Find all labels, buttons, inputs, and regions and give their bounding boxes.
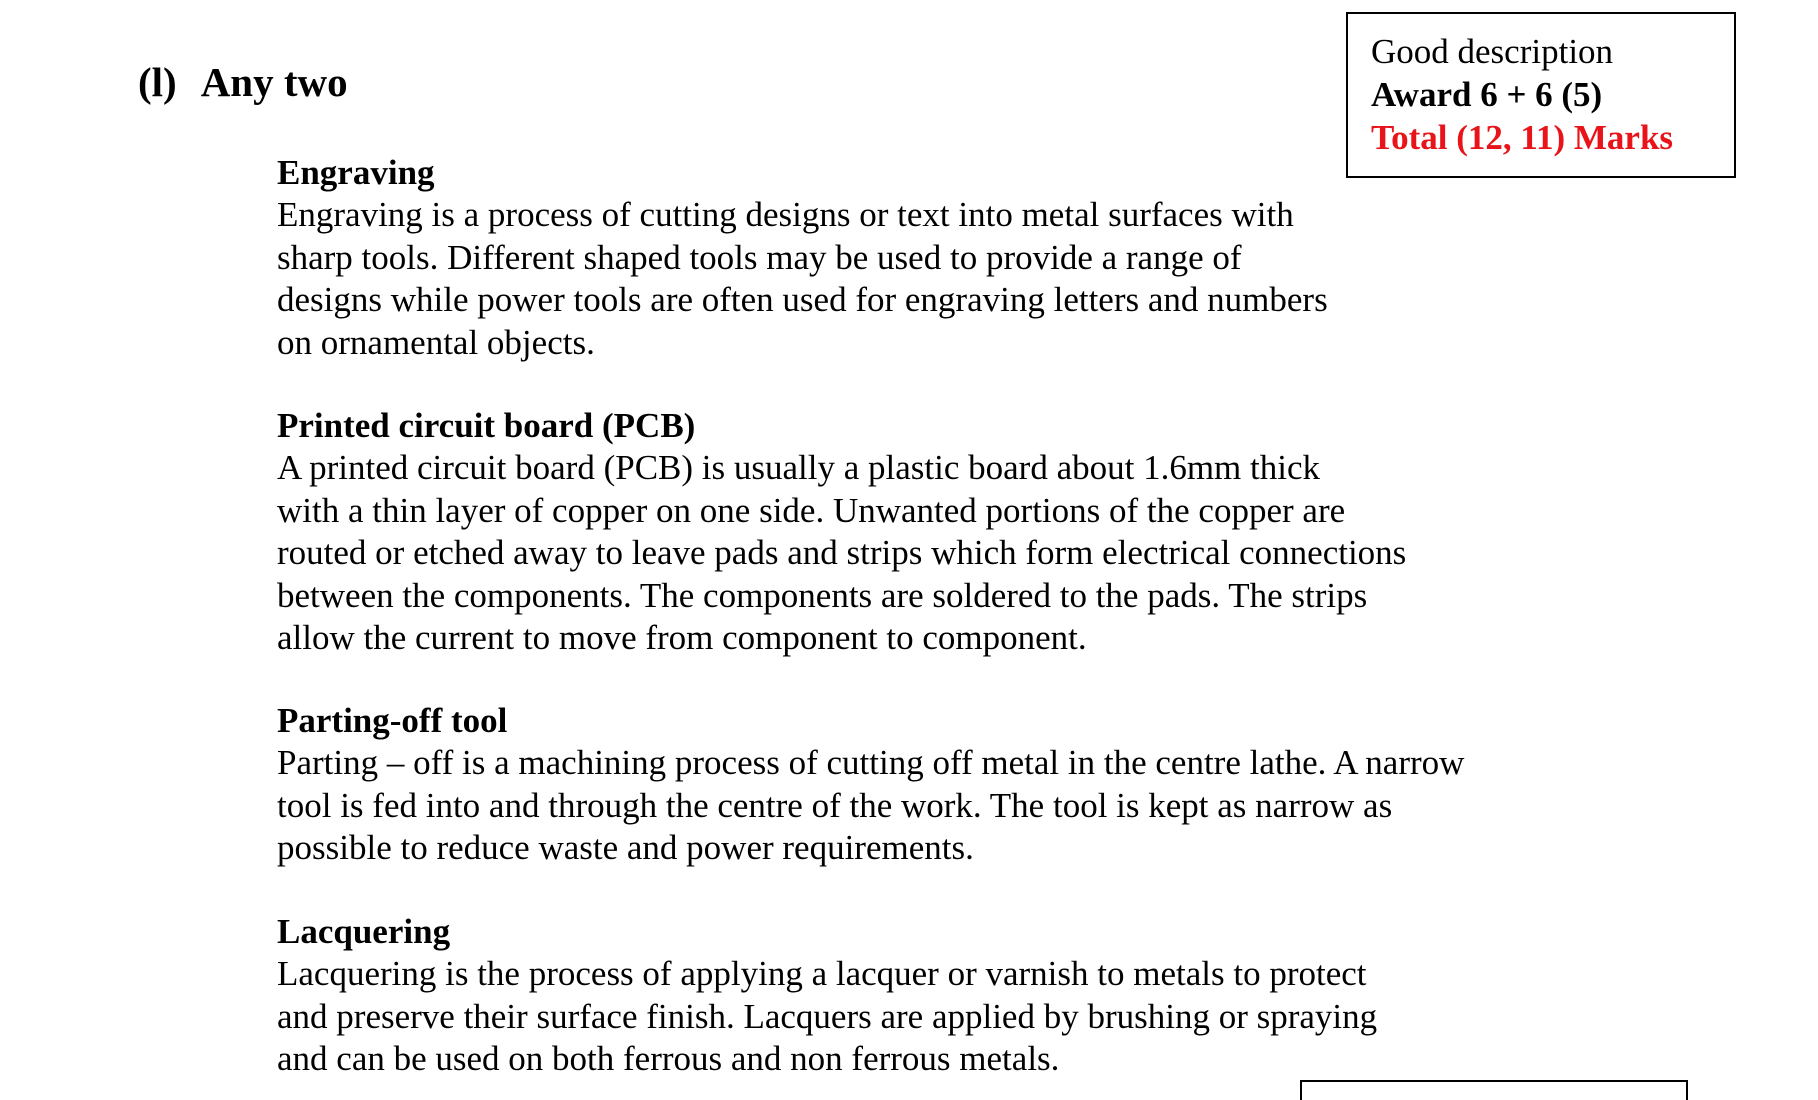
body-line: and preserve their surface finish. Lacquers are applied by brushing or spraying xyxy=(277,996,1378,1036)
section-pcb xyxy=(277,405,1677,659)
body-line: Engraving is a process of cutting designs or text into metal surfaces with xyxy=(277,195,1294,235)
body-line: and can be used on both ferrous and non ferrous metals. xyxy=(277,1039,1060,1079)
marks-award: Award 6 + 6 (5) xyxy=(1371,75,1603,114)
body-line: routed or etched away to leave pads and strips which form electrical connections xyxy=(277,533,1407,573)
section-title: Engraving xyxy=(277,153,435,192)
body-line: on ornamental objects. xyxy=(277,322,595,362)
section-title: Lacquering xyxy=(277,912,451,951)
body-line: with a thin layer of copper on one side. Unwanted portions of the copper are xyxy=(277,490,1346,530)
body-line: A printed circuit board (PCB) is usually a plastic board about 1.6mm thick xyxy=(277,448,1321,488)
section-parting-off xyxy=(277,700,1677,870)
marks-total: Total (12, 11) Marks xyxy=(1371,118,1674,157)
body-line: sharp tools. Different shaped tools may be used to provide a range of xyxy=(277,237,1242,277)
question-number: (l) xyxy=(138,59,177,105)
marks-description: Good description xyxy=(1371,32,1614,71)
body-line: possible to reduce waste and power requirements. xyxy=(277,828,974,868)
body-line: designs while power tools are often used for engraving letters and numbers xyxy=(277,280,1328,320)
section-engraving xyxy=(277,152,1677,364)
body-line: between the components. The components are soldered to the pads. The strips xyxy=(277,575,1368,615)
next-marks-box xyxy=(1300,1080,1688,1100)
section-lacquering xyxy=(277,911,1677,1081)
body-line: tool is fed into and through the centre of the work. The tool is kept as narrow as xyxy=(277,785,1393,825)
body-line: allow the current to move from component to component. xyxy=(277,618,1087,658)
body-line: Parting – off is a machining process of cutting off metal in the centre lathe. A narrow xyxy=(277,743,1465,783)
body-line: Lacquering is the process of applying a lacquer or varnish to metals to protect xyxy=(277,954,1367,994)
question-heading xyxy=(138,58,348,107)
section-title: Parting-off tool xyxy=(277,701,508,740)
question-title: Any two xyxy=(200,59,348,105)
section-title: Printed circuit board (PCB) xyxy=(277,406,696,445)
